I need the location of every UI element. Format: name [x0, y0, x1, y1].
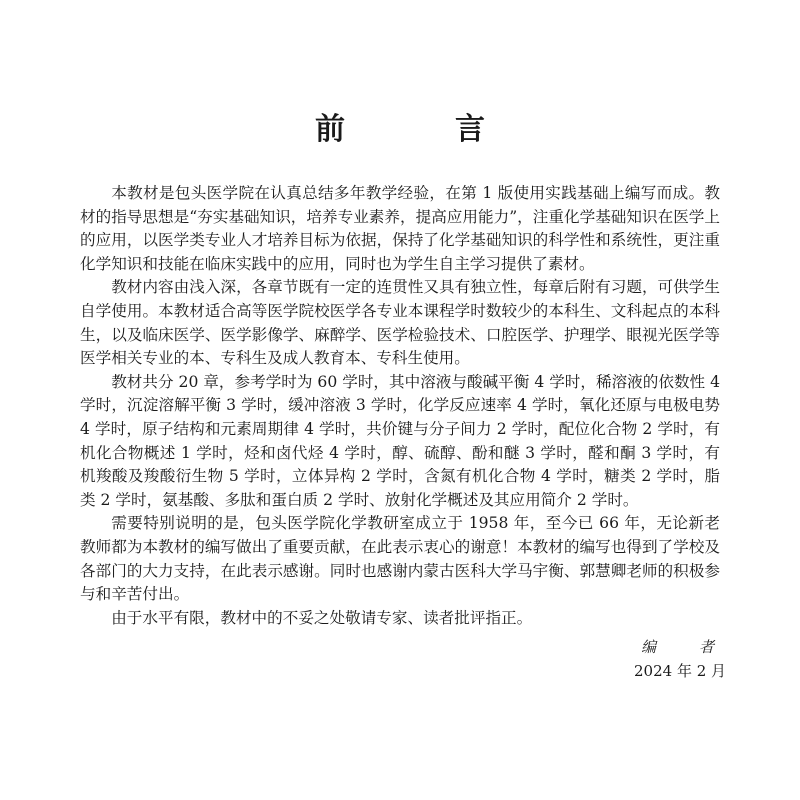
paragraph-1: 本教材是包头医学院在认真总结多年教学经验，在第 1 版使用实践基础上编写而成。教材的指导思想是“夯实基础知识，培养专业素养，提高应用能力”，注重化学基础知识在医学上的应用，以医学类专业人才培养目标为依据，保持了化学基础知识的科学性和系统性，更注重化学知识和技能在临床实践中的应用，同时也为学生自主学习提供了素材。	[80, 184, 720, 273]
paragraph-2: 教材内容由浅入深，各章节既有一定的连贯性又具有独立性，每章后附有习题，可供学生自学使用。本教材适合高等医学院校医学各专业本课程学时数较少的本科生、文科起点的本科生，以及临床医学、医学影像学、麻醉学、医学检验技术、口腔医学、护理学、眼视光医学等医学相关专业的本、专科生及成人教育本、专科生使用。	[80, 278, 720, 368]
paragraph-3: 教材共分 20 章，参考学时为 60 学时，其中溶液与酸碱平衡 4 学时，稀溶液的依数性 4 学时，沉淀溶解平衡 3 学时，缓冲溶液 3 学时，化学反应速率 4 学时，氧化还原与电极电势 4 学时，原子结构和元素周期律 4 学时，共价键与分子间力 2 学时，配位化合物 2 学时，有机化合物概述 1 学时，烃和卤代烃 4 学时，醇、硫醇、酚和醚 3 学时，醛和酮 3 学时，有机羧酸及羧酸衍生物 5 学时，立体异构 2 学时，含氮有机化合物 4 学时，糖类 2 学时，脂类 2 学时，氨基酸、多肽和蛋白质 2 学时、放射化学概述及其应用简介 2 学时。	[80, 372, 721, 509]
paragraph-4: 需要特别说明的是，包头医学院化学教研室成立于 1958 年，至今已 66 年，无论新老教师都为本教材的编写做出了重要贡献，在此表示衷心的谢意！本教材的编写也得到了学校及各部门的大力支持，在此表示感谢。同时也感谢内蒙古医科大学马宇衡、郭慧卿老师的积极参与和辛苦付出。	[80, 514, 720, 604]
preface-body	[80, 182, 720, 630]
page-title: 前 言	[315, 112, 525, 147]
signature-date: 2024 年 2 月	[634, 662, 727, 680]
paragraph-5: 由于水平有限，教材中的不妥之处敬请专家、读者批评指正。	[111, 608, 533, 627]
signature-author: 编 者	[641, 638, 729, 656]
